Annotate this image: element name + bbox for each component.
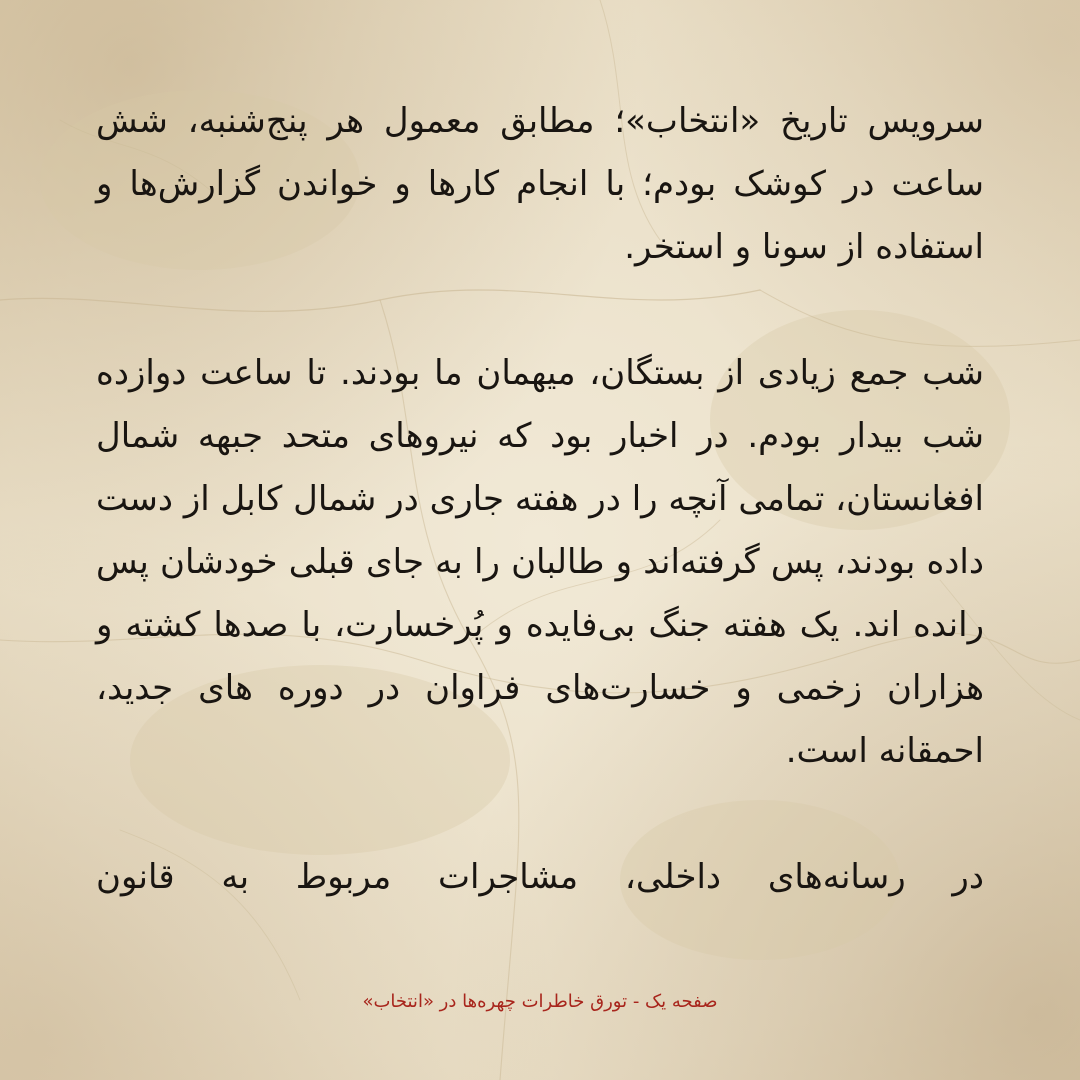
footer-caption: صفحه یک - تورق خاطرات چهره‌ها در «انتخاب» [362, 991, 718, 1012]
memoir-page [96, 90, 984, 909]
paragraph-2: شب جمع زیادی از بستگان، میهمان ما بودند. تا ساعت دوازده شب بیدار بودم. در اخبار بود که نیروهای متحد جبهه شمال افغانستان، تمامی آنچه را در هفته جاری در شمال کابل از دست داده بودند، پس گرفته‌اند و طالبان را به جای قبلی خودشان پس رانده اند. یک هفته جنگ بی‌فایده و پُرخسارت، با صدها کشته و هزاران زخمی و خسارت‌های فراوان در دوره های جدید، احمقانه است. [96, 353, 984, 771]
paragraph-3: در رسانه‌های داخلی، مشاجرات مربوط به قانون [96, 857, 984, 897]
paragraph-1: سرویس تاریخ «انتخاب»؛ مطابق معمول هر پنج‌شنبه، شش ساعت در کوشک بودم؛ با انجام کارها و خواندن گزارش‌ها و استفاده از سونا و استخر. [96, 101, 984, 267]
